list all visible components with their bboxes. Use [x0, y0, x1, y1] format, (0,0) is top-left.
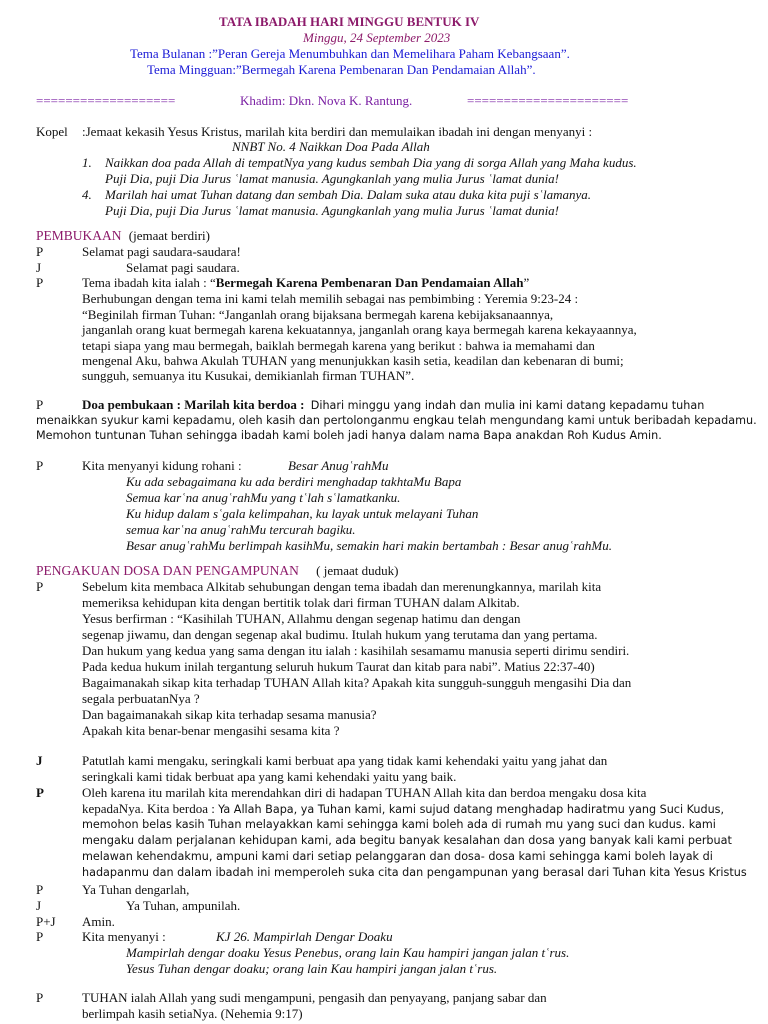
- song-intro: Kita menyanyi :: [82, 929, 166, 944]
- liturgy-line: janganlah orang kuat bermegah karena kekuatannya, janganlah orang kaya bermegah karena kekayaannya,: [82, 322, 637, 337]
- section-heading: [36, 563, 398, 579]
- weekly-theme: Tema Mingguan:”Bermegah Karena Pembenaran Dan Pendamaian Allah”.: [147, 62, 536, 77]
- document-title: TATA IBADAH HARI MINGGU BENTUK IV: [219, 14, 480, 29]
- liturgy-line: tetapi siapa yang mau bermegah, baiklah bermegah karena yang berikut : bahwa ia memahami dan: [82, 338, 595, 353]
- liturgy-line: segenap jiwamu, dan dengan segenap akal budimu. Itulah hukum yang terutama dan yang pertama.: [82, 627, 598, 642]
- section-heading-text: PEMBUKAAN: [36, 228, 122, 243]
- role-label: P: [36, 397, 44, 412]
- liturgy-line: memeriksa kehidupan kita dengan bertitik tolak dari firman TUHAN dalam Alkitab.: [82, 595, 520, 610]
- song-verse-line: semua karʿna anugʿrahMu tercurah bagiku.: [126, 522, 356, 537]
- role-label: P: [36, 785, 44, 800]
- role-label: P: [36, 275, 44, 290]
- role-label: P: [36, 990, 44, 1005]
- section-heading: [36, 228, 210, 244]
- prayer-line: memohon belas kasih Tuhan melayakkan kami sehingga kami boleh ada di rumah mu yang suci dan kudus. kami: [82, 818, 716, 831]
- song-verse-line: Ku hidup dalam sʿgala kelimpahan, ku layak untuk melayani Tuhan: [126, 506, 479, 521]
- liturgy-line: Sebelum kita membaca Alkitab sehubungan dengan tema ibadah dan merenungkannya, marilah kita: [82, 579, 602, 594]
- theme-intro: Tema ibadah kita ialah : “: [82, 275, 216, 290]
- liturgy-line: TUHAN ialah Allah yang sudi mengampuni, pengasih dan penyayang, panjang sabar dan: [82, 990, 547, 1005]
- liturgy-line: Dan bagaimanakah sikap kita terhadap sesama manusia?: [82, 707, 377, 722]
- liturgy-line: Apakah kita benar-benar mengasihi sesama kita ?: [82, 723, 340, 738]
- verse-line: Marilah hai umat Tuhan datang dan sembah Dia. Dalam suka atau duka kita puji sʿlamanya.: [105, 187, 592, 202]
- song-verse-line: Besar anugʿrahMu berlimpah kasihMu, semakin hari makin bertambah : Besar anugʿrahMu.: [126, 538, 613, 553]
- role-label: P: [36, 579, 44, 594]
- divider-right: ======================: [467, 93, 629, 108]
- theme-title: Bermegah Karena Pembenaran Dan Pendamaian Allah: [215, 275, 524, 290]
- liturgy-line: seringkali kami tidak berbuat apa yang kami kehendaki yaitu yang baik.: [82, 769, 457, 784]
- role-label: P: [36, 244, 44, 259]
- prayer-intro: kepadaNya. Kita berdoa :: [82, 801, 219, 816]
- prayer-text: Ya Allah Bapa, ya Tuhan kami, kami sujud datang menghadap hadiratmu yang Suci Kudus,: [218, 803, 725, 816]
- theme-close: ”: [523, 275, 530, 290]
- service-date: Minggu, 24 September 2023: [303, 30, 451, 45]
- liturgy-line: Patutlah kami mengaku, seringkali kami berbuat apa yang tidak kami kehendaki yaitu yang jahat dan: [82, 753, 608, 768]
- liturgy-line: Ya Tuhan dengarlah,: [82, 882, 190, 897]
- prayer-label: Doa pembukaan : Marilah kita berdoa :: [82, 397, 305, 412]
- prayer-text: Dihari minggu yang indah dan mulia ini kami datang kepadamu tuhan: [310, 399, 705, 412]
- liturgy-line: Selamat pagi saudara.: [126, 260, 240, 275]
- prayer-line: menaikkan syukur kami kepadamu, oleh kasih dan pertolonganmu engkau telah mengundang kami untuk beribadah kepadamu.: [36, 414, 757, 427]
- liturgy-line: Selamat pagi saudara-saudara!: [82, 244, 241, 259]
- song-verse-line: Mampirlah dengar doaku Yesus Penebus, orang lain Kau hampiri jangan jalan tʿrus.: [126, 945, 570, 960]
- song-verse-line: Semua karʿna anugʿrahMu yang tʿlah sʿlamatkanku.: [126, 490, 401, 505]
- liturgy-line: Amin.: [82, 914, 115, 929]
- monthly-theme: Tema Bulanan :”Peran Gereja Menumbuhkan dan Memelihara Paham Kebangsaan”.: [130, 46, 570, 61]
- prayer-line: Memohon tuntunan Tuhan sehingga ibadah kami boleh jadi hanya dalam nama Bapa anakdan Roh Kudus Amin.: [36, 429, 662, 442]
- role-label: Kopel: [36, 124, 68, 139]
- khadim-name: Khadim: Dkn. Nova K. Rantung.: [240, 93, 413, 108]
- role-label: P: [36, 458, 44, 473]
- role-label: J: [36, 898, 42, 913]
- prayer-line: melawan kehendakmu, ampuni kami dari setiap pelanggaran dan dosa- dosa kami sehingga kami boleh layak di: [82, 850, 713, 863]
- liturgy-line: Yesus berfirman : “Kasihilah TUHAN, Allahmu dengan segenap hatimu dan dengan: [82, 611, 521, 626]
- liturgy-line: Oleh karena itu marilah kita merendahkan diri di hadapan TUHAN Allah kita dan berdoa mengaku dosa kita: [82, 785, 647, 800]
- liturgy-line: Ya Tuhan, ampunilah.: [126, 898, 241, 913]
- role-label: J: [36, 753, 43, 768]
- prayer-line: [82, 397, 704, 414]
- role-label: P: [36, 882, 44, 897]
- song-title: KJ 26. Mampirlah Dengar Doaku: [216, 929, 393, 944]
- prayer-line: hadapanmu dan dalam ibadah ini memperoleh suka cita dan pengampunan yang berasal dari Tuhan kita Yesus Kristus: [82, 866, 747, 879]
- divider-left: ===================: [36, 93, 176, 108]
- role-label: J: [36, 260, 42, 275]
- prayer-line: mengaku dalam perjalanan kehidupan kami, ada begitu banyak kesalahan dan dosa yang banyak kali kami perbuat: [82, 834, 732, 847]
- verse-number: 1.: [82, 155, 92, 170]
- section-heading-text: PENGAKUAN DOSA DAN PENGAMPUNAN: [36, 563, 299, 578]
- liturgy-line: Bagaimanakah sikap kita terhadap TUHAN Allah kita? Apakah kita sungguh-sungguh mengasihi Dia dan: [82, 675, 632, 690]
- role-label: P: [36, 929, 44, 944]
- liturgy-line: Dan hukum yang kedua yang sama dengan itu ialah : kasihilah sesamamu manusia seperti dirimu sendiri.: [82, 643, 630, 658]
- song-verse-line: Ku ada sebagaimana ku ada berdiri menghadap takhtaMu Bapa: [126, 474, 462, 489]
- opening-text: :Jemaat kekasih Yesus Kristus, marilah kita berdiri dan memulaikan ibadah ini dengan menyanyi :: [82, 124, 593, 139]
- liturgy-line: sungguh, semuanya itu Kusukai, demikianlah firman TUHAN”.: [82, 368, 415, 383]
- liturgy-line: mengenal Aku, bahwa Akulah TUHAN yang menunjukkan kasih setia, keadilan dan kebenaran di bumi;: [82, 353, 624, 368]
- section-heading-note: ( jemaat duduk): [316, 563, 399, 578]
- song-verse-line: Yesus Tuhan dengar doaku; orang lain Kau hampiri jangan jalan tʿrus.: [126, 961, 498, 976]
- verse-line: Puji Dia, puji Dia Jurus ʿlamat manusia. Agungkanlah yang mulia Jurus ʿlamat dunia!: [105, 171, 560, 186]
- liturgy-line: segala perbuatanNya ?: [82, 691, 200, 706]
- liturgy-line: berlimpah kasih setiaNya. (Nehemia 9:17): [82, 1006, 303, 1021]
- song-title: Besar AnugʿrahMu: [288, 458, 389, 473]
- song-intro: Kita menyanyi kidung rohani :: [82, 458, 242, 473]
- liturgy-line: “Beginilah firman Tuhan: “Janganlah orang bijaksana bermegah karena kebijaksanaannya,: [82, 307, 554, 322]
- liturgy-line: Pada kedua hukum inilah tergantung seluruh hukum Taurat dan kitab para nabi”. Matius 22:37-40): [82, 659, 595, 674]
- section-heading-note: (jemaat berdiri): [128, 228, 210, 243]
- verse-line: Naikkan doa pada Allah di tempatNya yang kudus sembah Dia yang di sorga Allah yang Maha kudus.: [105, 155, 637, 170]
- verse-line: Puji Dia, puji Dia Jurus ʿlamat manusia. Agungkanlah yang mulia Jurus ʿlamat dunia!: [105, 203, 560, 218]
- verse-number: 4.: [82, 187, 92, 202]
- hymn-title: NNBT No. 4 Naikkan Doa Pada Allah: [232, 139, 430, 154]
- liturgy-line: [82, 275, 529, 291]
- liturgy-line: [82, 801, 724, 818]
- liturgy-line: Berhubungan dengan tema ini kami telah memilih sebagai nas pembimbing : Yeremia 9:23-24 :: [82, 291, 579, 306]
- role-label: P+J: [36, 914, 56, 929]
